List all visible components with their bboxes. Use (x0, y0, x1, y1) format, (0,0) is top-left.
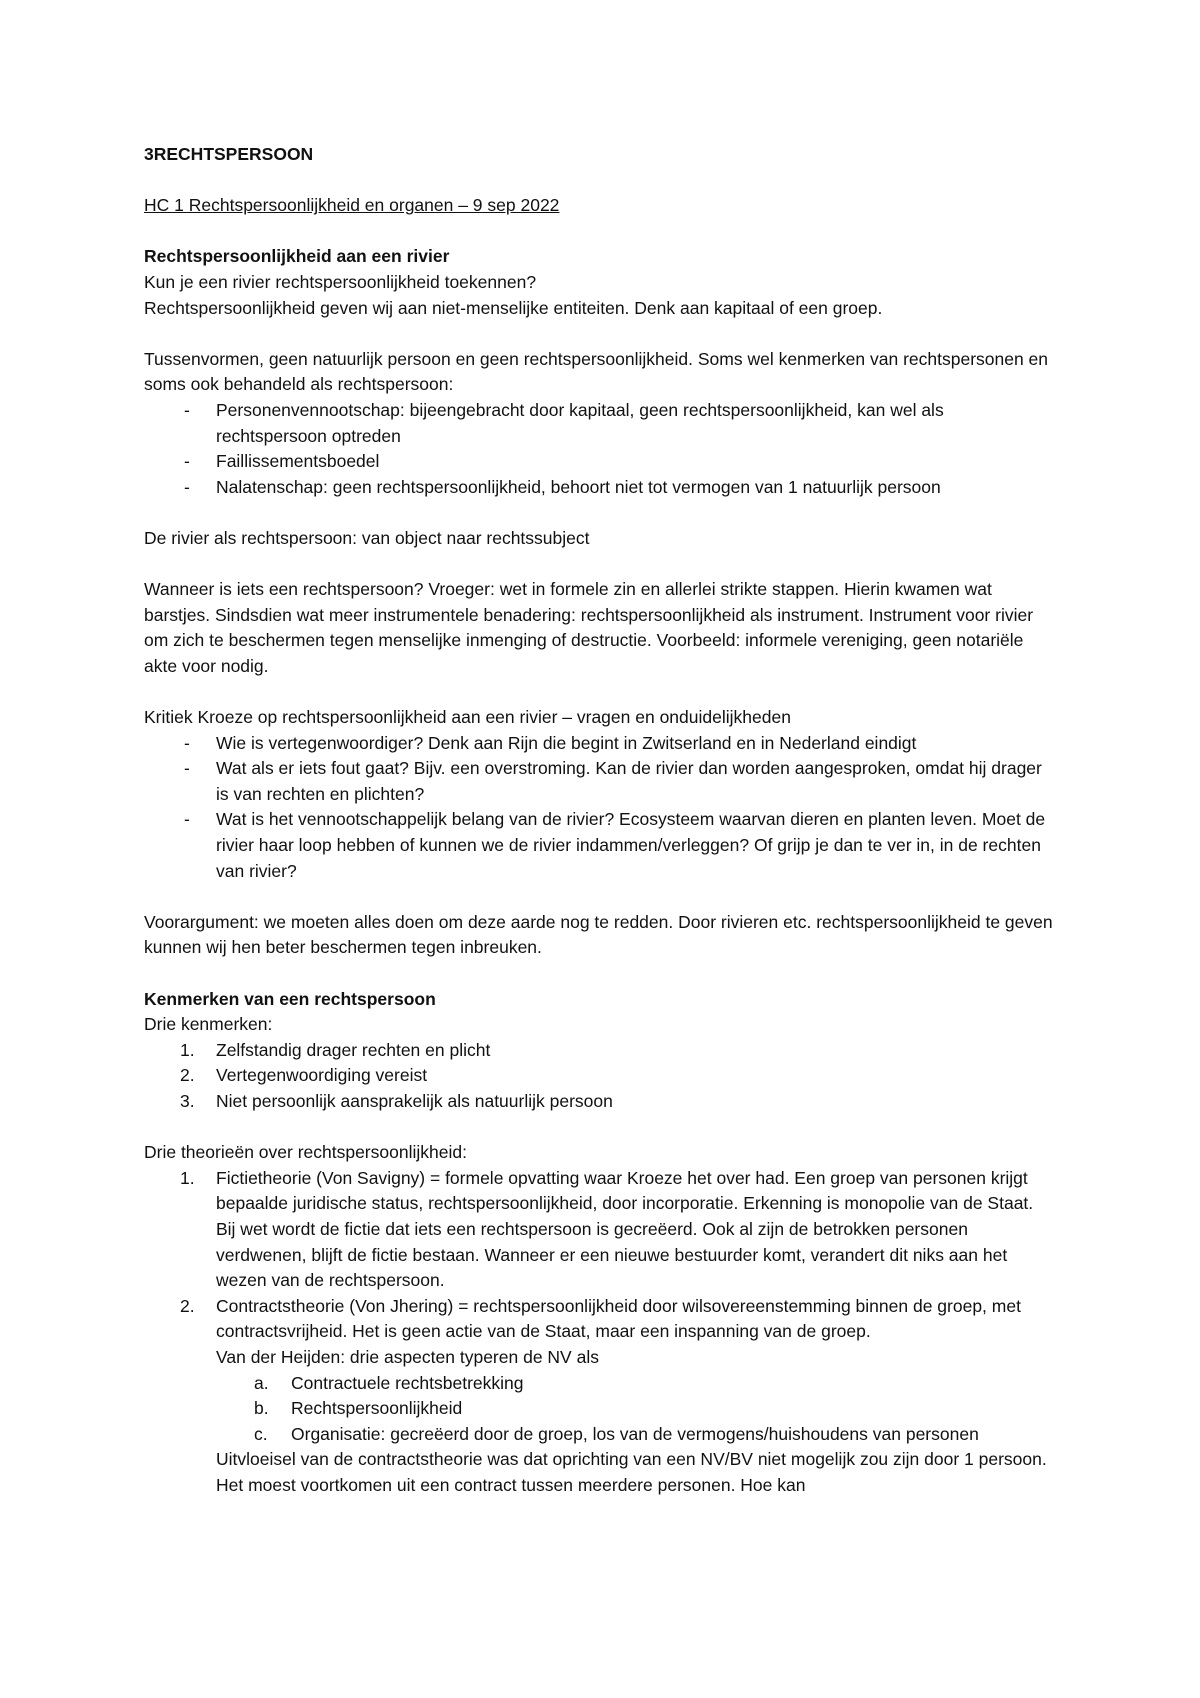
paragraph: Drie theorieën over rechtspersoonlijkheid: (144, 1142, 467, 1163)
paragraph: Drie kenmerken: (144, 1014, 273, 1035)
paragraph: Tussenvormen, geen natuurlijk persoon en geen rechtspersoonlijkheid. Soms wel kenmerken van rechtspersonen en soms ook behandeld als rechtspersoon: (144, 348, 1049, 395)
numbered-item (144, 1294, 1056, 1371)
list-number: 1. (180, 1167, 195, 1188)
list-number: 3. (180, 1090, 195, 1111)
list-item-text: Niet persoonlijk aansprakelijk als natuurlijk persoon (216, 1090, 613, 1111)
numbered-item (144, 1089, 1056, 1115)
list-item (144, 449, 1056, 475)
sub-list-item (144, 1396, 1056, 1422)
list-item (144, 756, 1056, 807)
list-item-text: Vertegenwoordiging vereist (216, 1065, 428, 1086)
sub-list-letter: b. (254, 1398, 269, 1419)
list-item-text: Contractstheorie (Von Jhering) = rechtspersoonlijkheid door wilsovereenstemming binnen de groep, met contractsvrijheid. Het is geen actie van de Staat, maar een inspanning van de groep. (216, 1295, 1021, 1342)
list-item-text: Nalatenschap: geen rechtspersoonlijkheid, behoort niet tot vermogen van 1 natuurlijk persoon (216, 476, 941, 497)
section-heading-river: Rechtspersoonlijkheid aan een rivier (144, 246, 450, 267)
list-item-text: Wat is het vennootschappelijk belang van de rivier? Ecosysteem waarvan dieren en planten leven. Moet de rivier haar loop hebben of kunnen we de rivier indammen/verleggen? Of grijp je dan te ver in, in de rechten van rivier? (216, 809, 1046, 881)
sub-list-item-text: Rechtspersoonlijkheid (291, 1398, 463, 1419)
section-heading-characteristics: Kenmerken van een rechtspersoon (144, 988, 436, 1009)
list-item-text: Wie is vertegenwoordiger? Denk aan Rijn die begint in Zwitserland en in Nederland eindigt (216, 732, 917, 753)
paragraph: Voorargument: we moeten alles doen om deze aarde nog te redden. Door rivieren etc. rechtspersoonlijkheid te geven kunnen wij hen beter beschermen tegen inbreuken. (144, 911, 1053, 958)
paragraph: Kritiek Kroeze op rechtspersoonlijkheid aan een rivier – vragen en onduidelijkheden (144, 707, 791, 728)
list-item-text: Faillissementsboedel (216, 451, 380, 472)
list-item-text: Wat als er iets fout gaat? Bijv. een overstroming. Kan de rivier dan worden aangesproken, omdat hij drager is van rechten en plichten? (216, 758, 1042, 804)
paragraph: Kun je een rivier rechtspersoonlijkheid toekennen? (144, 271, 537, 292)
paragraph: Wanneer is iets een rechtspersoon? Vroeger: wet in formele zin en allerlei strikte stappen. Hierin kwamen wat barstjes. Sindsdien wat meer instrumentele benadering: rechtspersoonlijkheid als instrument. Instrument voor rivier om zich te beschermen tegen menselijke inmenging of destructie. Voorbeeld: informele vereniging, geen notariële akte voor nodig. (144, 579, 1034, 676)
document-title: 3RECHTSPERSOON (144, 144, 314, 164)
list-item (144, 398, 1056, 449)
paragraph: De rivier als rechtspersoon: van object naar rechtssubject (144, 527, 590, 548)
list-item-continuation: Van der Heijden: drie aspecten typeren de NV als (216, 1346, 599, 1367)
list-item (144, 475, 1056, 501)
numbered-item (144, 1166, 1056, 1294)
list-number: 2. (180, 1065, 195, 1086)
numbered-item (144, 1038, 1056, 1064)
sub-list-item (144, 1422, 1056, 1448)
numbered-item (144, 1063, 1056, 1089)
sub-list-letter: c. (254, 1423, 268, 1444)
list-number: 1. (180, 1039, 195, 1060)
list-item (144, 807, 1056, 884)
paragraph-continuation: Uitvloeisel van de contractstheorie was dat oprichting van een NV/BV niet mogelijk zou zijn door 1 persoon. Het moest voortkomen uit een contract tussen meerdere personen. Hoe kan (216, 1449, 1047, 1495)
sub-list-item-text: Contractuele rechtsbetrekking (291, 1372, 524, 1393)
sub-list-item (144, 1371, 1056, 1397)
sub-list-item-text: Organisatie: gecreëerd door de groep, los van de vermogens/huishoudens van personen (291, 1423, 979, 1444)
document-body (144, 142, 1056, 1498)
list-item-text: Fictietheorie (Von Savigny) = formele opvatting waar Kroeze het over had. Een groep van personen krijgt bepaalde juridische status, rechtspersoonlijkheid, door incorporatie. Erkenning is monopolie van de Staat. Bij wet wordt de fictie dat iets een rechtspersoon is gecreëerd. Ook al zijn de betrokken personen verdwenen, blijft de fictie bestaan. Wanneer er een nieuwe bestuurder komt, verandert dit niks aan het wezen van de rechtspersoon. (216, 1167, 1034, 1291)
list-item-text: Zelfstandig drager rechten en plicht (216, 1039, 491, 1060)
list-item-text: Personenvennootschap: bijeengebracht door kapitaal, geen rechtspersoonlijkheid, kan wel als rechtspersoon optreden (216, 399, 944, 446)
paragraph: Rechtspersoonlijkheid geven wij aan niet-menselijke entiteiten. Denk aan kapitaal of een groep. (144, 297, 883, 318)
list-dash: - (184, 399, 190, 420)
list-dash: - (184, 732, 190, 753)
sub-list-letter: a. (254, 1372, 269, 1393)
list-item (144, 731, 1056, 757)
list-dash: - (184, 758, 190, 779)
list-dash: - (184, 451, 190, 472)
list-dash: - (184, 476, 190, 497)
list-number: 2. (180, 1295, 195, 1316)
list-dash: - (184, 809, 190, 830)
lecture-heading: HC 1 Rechtspersoonlijkheid en organen – 9 sep 2022 (144, 195, 560, 216)
